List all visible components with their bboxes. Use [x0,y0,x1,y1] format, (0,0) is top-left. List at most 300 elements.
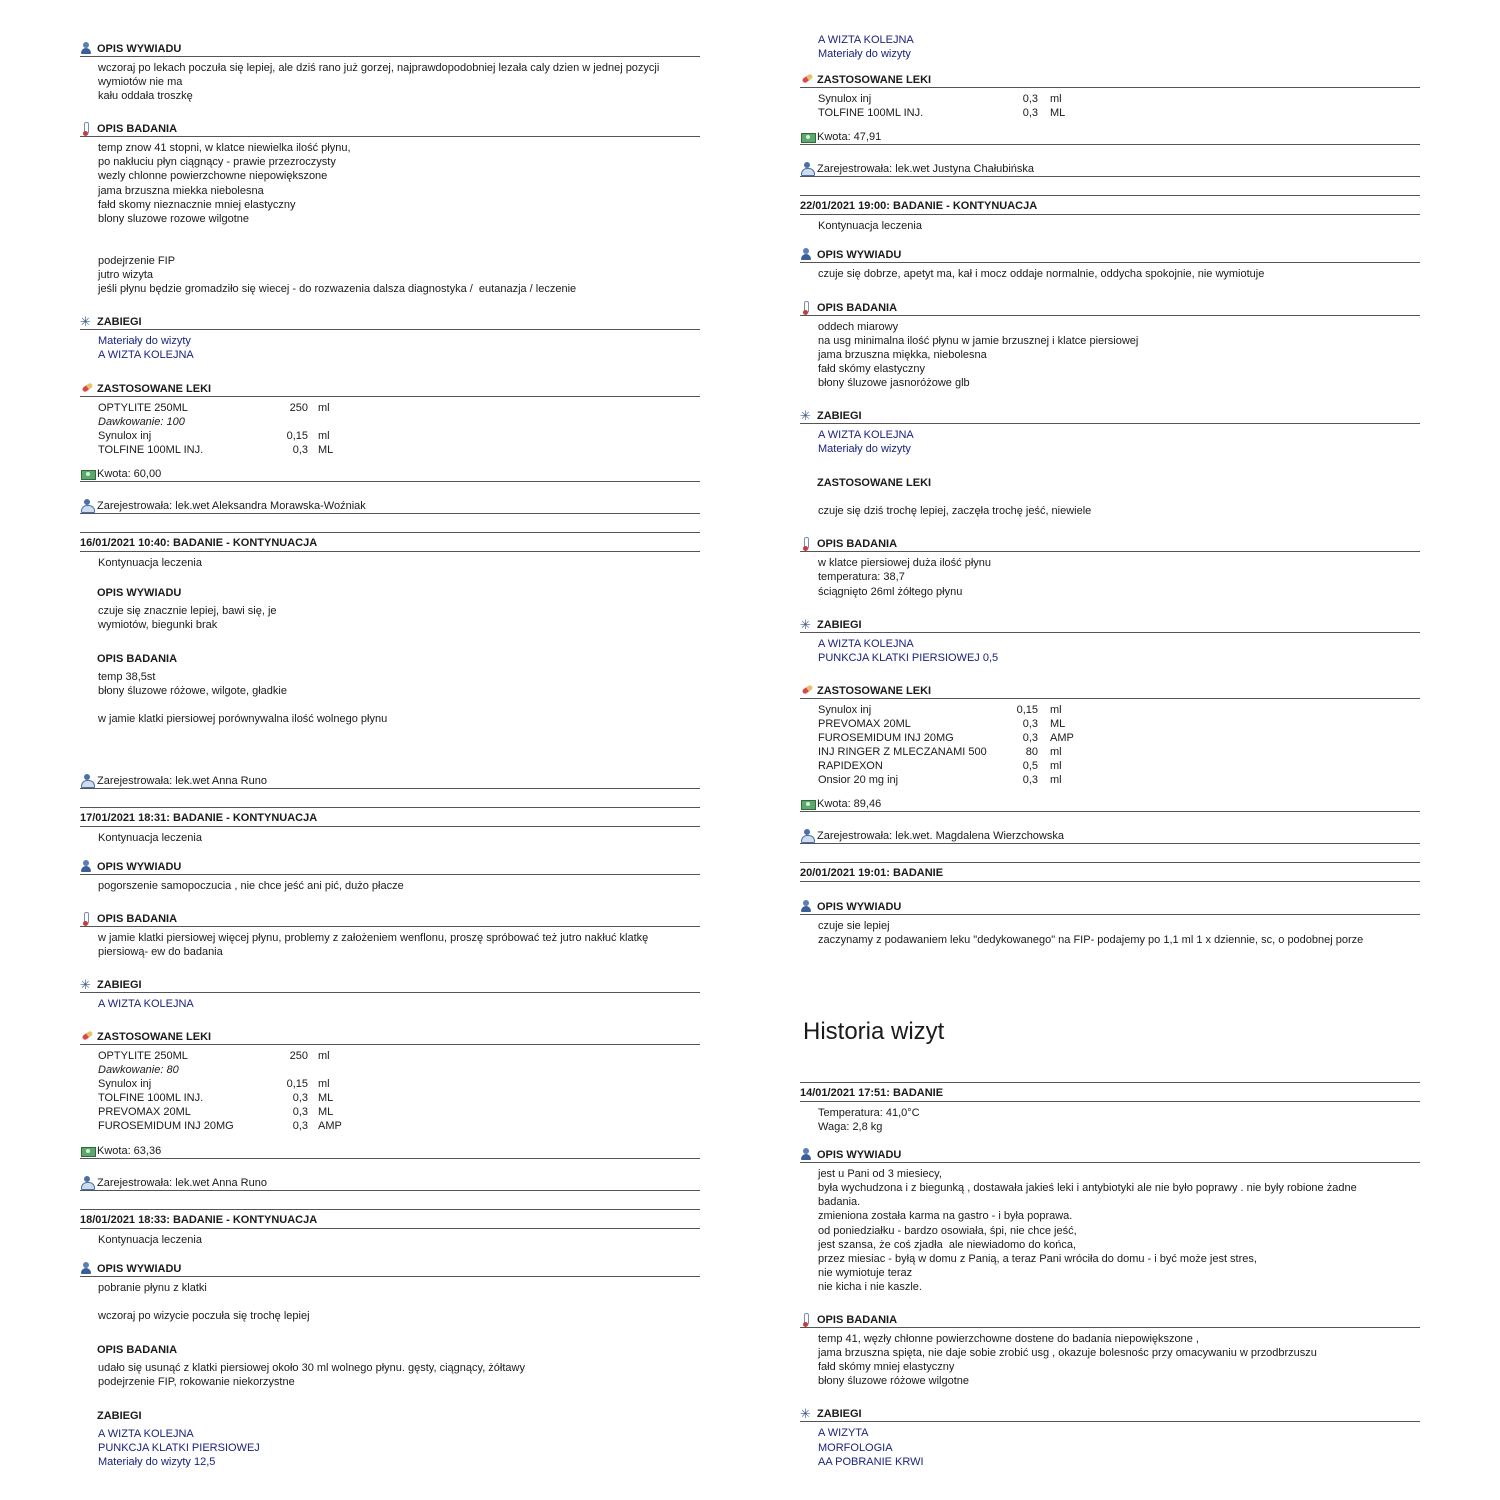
medication-name: PREVOMAX 20ML [818,717,911,730]
section-body [800,915,1420,947]
section-header [80,380,700,397]
section-body [80,666,700,726]
text-line[interactable]: MORFOLOGIA [818,1441,893,1454]
section-header [800,1311,1420,1328]
medication-row [818,731,1420,745]
right-column-top [800,33,1420,965]
text-line: czuje sie lepiej [818,920,890,933]
visit-header: 16/01/2021 10:40: BADANIE - KONTYNUACJA [80,532,700,552]
text-line: fałd skómy elastyczny [818,362,925,375]
procedures-section [800,616,1420,665]
text-line[interactable]: AA POBRANIE KRWI [818,1455,924,1468]
section-title: ZASTOSOWANE LEKI [97,1031,212,1043]
history-icon [80,42,95,55]
section-title: OPIS WYWIADU [97,43,182,55]
medication-name: Synulox inj [818,93,872,106]
history-icon [800,1148,815,1161]
medication-qty: 0,3 [292,1106,308,1119]
text-line[interactable]: PUNKCJA KLATKI PIERSIOWEJ 0,5 [818,651,999,664]
text-line: ściągnięto 26ml żółtego płynu [818,585,963,598]
history-icon [80,860,95,873]
medication-row [98,1077,700,1091]
text-line: temp znow 41 stopni, w klatce niewielka ilość płynu, [98,142,351,155]
text-line: jama brzuszna spięta, nie daje sobie zrobić usg , okazuje bolesnośc przy omacywaniu w przodbrzuszu [818,1347,1317,1360]
medication-row [818,773,1420,787]
medications-section [800,473,1420,518]
registered-row [800,162,1420,177]
text-line: błony śluzowe różowe, wilgote, gładkie [98,685,287,698]
vet-user-icon [80,1176,95,1189]
section-header [800,1146,1420,1163]
visit-header: 17/01/2021 18:31: BADANIE - KONTYNUACJA [80,807,700,827]
section-header [80,1028,700,1045]
medications-list [80,1045,700,1134]
medication-unit: ML [318,1106,334,1119]
section-title: OPIS BADANIA [97,1343,178,1356]
text-line[interactable]: Materiały do wizyty [818,443,911,456]
procedures-section [80,1406,700,1469]
exam-section [80,1340,700,1389]
section-header [80,858,700,875]
section-title: OPIS BADANIA [97,912,178,925]
text-line[interactable]: Materiały do wizyty [818,48,911,61]
section-header [800,616,1420,633]
text-line[interactable]: Materiały do wizyty [98,335,191,348]
left-column [80,0,700,1486]
text-line: fałd skomy nieznacznie mniej elastyczny [98,198,296,211]
medication-qty: 0,3 [1022,93,1038,106]
history-section [80,858,700,893]
medication-row [818,759,1420,773]
registered-text: Zarejestrowała: lek.wet Anna Runo [97,774,267,787]
section-title: ZASTOSOWANE LEKI [97,382,212,395]
medication-qty: 0,15 [286,1078,308,1091]
text-line: na usg minimalna ilość płynu w jamie brzusznej i klatce piersiowej [818,334,1139,347]
section-body [80,1277,700,1323]
visit-vitals [800,1102,1420,1146]
section-body [80,875,700,893]
section-body [800,552,1420,598]
text-line[interactable]: A WIZTA KOLEJNA [818,429,914,442]
visit-header: 18/01/2021 18:33: BADANIE - KONTYNUACJA [80,1209,700,1229]
vet-user-icon [80,774,95,787]
text-line: oddech miarowy [818,320,899,333]
section-title: OPIS WYWIADU [817,1149,902,1162]
text-line [98,698,700,712]
amount-row [80,467,700,482]
section-header [80,910,700,927]
section-header [80,1260,700,1277]
amount-row [80,1144,700,1159]
money-icon [800,130,815,143]
medication-row [818,92,1420,106]
medication-qty: 0,15 [286,429,308,442]
medication-name: TOLFINE 100ML INJ. [818,107,924,120]
medication-qty: 0,3 [1022,717,1038,730]
section-body [80,1423,700,1469]
section-header [80,583,700,600]
medication-qty: 0,3 [1022,731,1038,744]
procedures-icon: ✳ [80,314,91,330]
exam-section [800,1311,1420,1388]
text-line: fałd skómy mniej elastyczny [818,1361,955,1374]
text-line: zaczynamy z podawaniem leku "dedykowanego" na FIP- podajemy po 1,1 ml 1 x dziennie, sc, o podobnej porze [818,934,1364,947]
history-icon [80,1262,95,1275]
vet-user-icon [80,499,95,512]
history-section [80,1260,700,1323]
section-body [80,137,700,296]
medication-name: OPTYLITE 250ML [98,1050,188,1062]
text-line: jutro wizyta [98,269,154,282]
history-icon [800,248,815,261]
visit-subtitle-text: Kontynuacja leczenia [98,831,202,844]
medications-list [80,397,700,457]
page-title: Historia wizyt [803,1018,945,1045]
section-title: ZABIEGI [97,1410,142,1423]
registered-text: Zarejestrowała: lek.wet Aleksandra Morawska-Woźniak [97,499,366,512]
medications-section [80,1028,700,1134]
text-line: Temperatura: 41,0°C [818,1107,920,1119]
medication-qty: 250 [289,1050,308,1062]
text-line: wymiotów nie ma [98,76,183,89]
medications-section [800,682,1420,788]
text-line: czuje się dobrze, apetyt ma, kał i mocz oddaje normalnie, oddycha spokojnie, nie wymiotuje [818,268,1265,281]
vet-user-icon [800,162,815,175]
text-line: wymiotów, biegunki brak [98,619,218,632]
registered-text: Zarejestrowała: lek.wet Anna Runo [97,1176,267,1189]
section-header [800,299,1420,316]
section-title: OPIS WYWIADU [817,249,902,262]
procedures-section [800,1405,1420,1468]
text-line: czuje się dziś trochę lepiej, zaczęła trochę jeść, niewiele [818,505,1092,518]
section-title: ZASTOSOWANE LEKI [817,477,932,490]
registered-text: Zarejestrowała: lek.wet. Magdalena Wierzchowska [817,830,1064,843]
procedures-icon: ✳ [80,976,91,992]
section-header [800,407,1420,424]
text-line: od poniedziałku - bardzo osowiała, śpi, nie chce jeść, [818,1224,1077,1237]
section-body [800,1163,1420,1294]
medication-qty: 0,3 [1022,774,1038,787]
section-title: ZASTOSOWANE LEKI [817,684,932,697]
medication-name: Synulox inj [818,703,872,716]
text-line: temperatura: 38,7 [818,571,905,584]
visit-subtitle-text: Kontynuacja leczenia [98,1233,202,1246]
procedures-icon: ✳ [800,408,811,424]
medication-name: Synulox inj [98,1078,152,1091]
medication-unit: ML [318,443,334,456]
exam-section [800,535,1420,598]
section-header [800,71,1420,88]
pill-icon [80,382,95,395]
section-header [800,898,1420,915]
text-line: przez miesiac - byłą w domu z Panią, a teraz Pani wróciła do domu - i być może jest stres, [818,1252,1257,1265]
medications-list [800,88,1420,120]
section-header [80,313,700,330]
procedures-section [800,407,1420,456]
text-line: piersiową- ew do badania [98,945,223,958]
medication-qty: 0,3 [292,1120,308,1133]
medication-row [98,401,700,415]
visit-header: 20/01/2021 19:01: BADANIE [800,862,1420,882]
section-body [800,1422,1420,1468]
medication-name: Onsior 20 mg inj [818,774,899,787]
medication-row [98,1105,700,1119]
amount-text: Kwota: 63,36 [97,1144,162,1157]
medication-name: TOLFINE 100ML INJ. [98,443,204,456]
text-line: błony śluzowe różowe wilgotne [818,1375,970,1388]
procedures-section [80,313,700,362]
history-section [800,898,1420,947]
section-body [80,600,700,632]
history-section [800,1146,1420,1294]
exam-section [80,910,700,959]
medication-qty: 0,3 [292,1092,308,1105]
amount-text: Kwota: 47,91 [817,131,882,144]
visit-subtitle-text: Kontynuacja leczenia [818,220,922,233]
medication-row [98,429,700,443]
text-line: jama brzuszna miękka, niebolesna [818,348,987,361]
text-line: Waga: 2,8 kg [818,1121,883,1134]
section-title: ZABIEGI [97,978,142,991]
registered-row [80,774,700,789]
medication-name: PREVOMAX 20ML [98,1106,191,1119]
text-line: nie wymiotuje teraz [818,1266,913,1279]
medication-row [98,1119,700,1133]
registered-row [800,829,1420,844]
registered-row [80,499,700,514]
amount-text: Kwota: 60,00 [97,467,162,480]
text-line: badania. [818,1196,861,1209]
medication-qty: 250 [289,401,308,414]
text-line: udało się usunąć z klatki piersiowej około 30 ml wolnego płynu. gęsty, ciągnący, żółtawy [98,1361,525,1374]
section-body [80,57,700,103]
medication-unit: ML [1050,107,1066,120]
section-header [80,1406,700,1423]
medication-unit: ml [318,401,330,414]
medications-section [80,380,700,457]
medication-qty: 0,15 [1016,703,1038,716]
text-line: zmieniona została karma na gastro - i była poprawa. [818,1210,1073,1223]
text-line: wczoraj po wizycie poczuła się trochę lepiej [98,1309,310,1322]
medication-unit: ML [1050,717,1066,730]
section-header [80,649,700,666]
amount-text: Kwota: 89,46 [817,798,882,811]
procedures-section [80,976,700,1011]
text-line: błony śluzowe jasnoróżowe glb [818,376,970,389]
text-line: wczoraj po lekach poczuła się lepiej, ale dziś rano już gorzej, najprawdopodobniej lezała caly dzien w jednej pozycji [98,62,660,74]
history-section [800,246,1420,281]
text-line: w jamie klatki piersiowej porównywalna ilość wolnego płynu [98,713,388,726]
section-title: ZABIEGI [817,410,862,423]
section-header [800,535,1420,552]
medication-unit: ml [1050,746,1062,759]
thermometer-icon [800,1313,815,1326]
text-line: jeśli płynu będzie gromadziło się wiecej - do rozwazenia dalsza diagnostyka / eutanazja / leczenie [98,283,577,296]
history-section [80,40,700,103]
medication-unit: ml [1050,93,1062,106]
medication-qty: 0,3 [1022,107,1038,120]
section-header [80,40,700,57]
thermometer-icon [80,912,95,925]
text-line[interactable]: PUNKCJA KLATKI PIERSIOWEJ [98,1442,260,1455]
medication-qty: 0,3 [292,443,308,456]
thermometer-icon [80,122,95,135]
visit-header: 14/01/2021 17:51: BADANIE [800,1082,1420,1102]
visit-header: 22/01/2021 19:00: BADANIE - KONTYNUACJA [800,195,1420,215]
section-title: ZABIEGI [97,316,142,329]
section-header [80,1340,700,1357]
medication-row [818,106,1420,120]
registered-text: Zarejestrowała: lek.wet Justyna Chałubińska [817,163,1035,176]
section-body [800,263,1420,281]
thermometer-icon [800,537,815,550]
text-line[interactable]: Materiały do wizyty 12,5 [98,1456,216,1469]
text-line: w klatce piersiowej duża ilość płynu [818,557,992,570]
history-icon [800,900,815,913]
medication-unit: ml [1050,760,1062,773]
exam-section [800,299,1420,390]
medication-name: TOLFINE 100ML INJ. [98,1092,204,1105]
right-column-bottom [800,1082,1420,1486]
text-line[interactable]: A WIZTA KOLEJNA [98,1428,194,1441]
section-body [800,424,1420,456]
medication-name: INJ RINGER Z MLECZANAMI 500 [818,746,987,759]
medication-row [98,443,700,457]
procedures-continued [800,33,1420,61]
medication-name: Synulox inj [98,429,152,442]
text-line: wezly chlonne powierzchowne niepowiększone [98,170,328,183]
text-line: blony sluzowe rozowe wilgotne [98,212,250,225]
section-title: OPIS BADANIA [817,301,898,314]
text-line: jest szansa, że coś zjadła ale niewiadomo do końca, [818,1238,1077,1251]
section-body [80,1357,700,1389]
text-line[interactable]: A WIZTA KOLEJNA [98,349,194,362]
medication-unit: ml [318,1078,330,1091]
exam-section [80,120,700,296]
text-line: kału oddała troszkę [98,90,193,103]
section-header [800,1405,1420,1422]
section-body [800,316,1420,390]
medication-row [818,745,1420,759]
pill-icon [800,684,815,697]
dosage-note: Dawkowanie: 100 [98,415,185,428]
text-line[interactable]: A WIZTA KOLEJNA [98,997,194,1010]
visit-subtitle [80,827,700,858]
text-line: była wychudzona i z biegunką , dostawała jakieś leki i antybiotyki ale nie było poprawy . nie były robione żadne [818,1182,1357,1195]
medication-row [818,703,1420,717]
medication-unit: AMP [318,1120,342,1133]
medication-unit: ml [318,429,330,442]
text-line: podejrzenie FIP, rokowanie niekorzystne [98,1376,295,1389]
visit-subtitle [800,215,1420,246]
medication-unit: ML [318,1092,334,1105]
thermometer-icon [800,301,815,314]
medication-name: FUROSEMIDUM INJ 20MG [818,731,954,744]
section-header [80,120,700,137]
text-line: temp 38,5st [98,671,156,684]
pill-icon [800,73,815,86]
pill-icon [80,1030,95,1043]
text-line: nie kicha i nie kaszle. [818,1280,922,1293]
section-title: OPIS BADANIA [817,1314,898,1327]
section-title: OPIS WYWIADU [97,860,182,873]
section-title: OPIS BADANIA [97,123,178,136]
dosage-note: Dawkowanie: 80 [98,1064,179,1077]
medication-qty: 80 [1025,746,1038,759]
section-title: OPIS BADANIA [97,653,178,666]
medication-name: RAPIDEXON [818,760,883,773]
section-header [800,473,1420,490]
visit-subtitle [80,552,700,583]
text-line: po nakłuciu płyn ciągnący - prawie przezroczysty [98,156,336,169]
text-line[interactable]: A WIZTA KOLEJNA [818,637,914,650]
section-title: ZABIEGI [817,618,862,631]
medications-list [800,699,1420,788]
text-line: podejrzenie FIP [98,255,176,268]
text-line: jest u Pani od 3 miesiecy, [818,1168,942,1181]
section-title: ZASTOSOWANE LEKI [817,74,932,87]
section-title: ZABIEGI [817,1408,862,1421]
medication-unit: ml [318,1050,330,1062]
registered-row [80,1176,700,1191]
section-title: OPIS WYWIADU [97,586,182,599]
medication-name: FUROSEMIDUM INJ 20MG [98,1120,234,1133]
section-body [800,633,1420,665]
section-body [800,490,1420,518]
text-line [98,1295,700,1309]
section-header [80,976,700,993]
section-title: OPIS WYWIADU [97,1262,182,1275]
medication-unit: ml [1050,774,1062,787]
text-line: w jamie klatki piersiowej więcej płynu, problemy z założeniem wenflonu, proszę spróbować też jutro nakłuć klatkę [98,931,649,944]
section-body [80,330,700,362]
section-title: OPIS WYWIADU [817,901,902,914]
section-body [800,1328,1420,1388]
medication-name: OPTYLITE 250ML [98,401,188,414]
text-line: temp 41, węzły chłonne powierzchowne dostene do badania niepowiększone , [818,1333,1199,1346]
section-header [800,682,1420,699]
money-icon [80,467,95,480]
medication-row [818,717,1420,731]
medication-qty: 0,5 [1022,760,1038,773]
section-body [80,993,700,1011]
amount-row [800,130,1420,145]
text-line[interactable]: A WIZYTA [818,1427,869,1440]
text-line[interactable]: A WIZTA KOLEJNA [818,34,914,46]
vet-user-icon [800,829,815,842]
medication-unit: AMP [1050,731,1074,744]
text-line [98,240,700,254]
text-line: pogorszenie samopoczucia , nie chce jeść ani pić, dużo płacze [98,879,404,892]
text-line [98,226,700,240]
text-line: pobranie płynu z klatki [98,1281,207,1294]
text-line: czuje się znacznie lepiej, bawi się, je [98,604,277,617]
visit-subtitle [80,1229,700,1260]
amount-row [800,797,1420,812]
exam-section [80,649,700,726]
medication-row [98,1091,700,1105]
medication-unit: ml [1050,703,1062,716]
section-header [800,246,1420,263]
section-title: OPIS BADANIA [817,538,898,551]
history-section [80,583,700,632]
visit-subtitle-text: Kontynuacja leczenia [98,556,202,569]
money-icon [80,1144,95,1157]
money-icon [800,797,815,810]
procedures-icon: ✳ [800,616,811,632]
section-body [80,927,700,959]
text-line: jama brzuszna miekka niebolesna [98,184,264,197]
